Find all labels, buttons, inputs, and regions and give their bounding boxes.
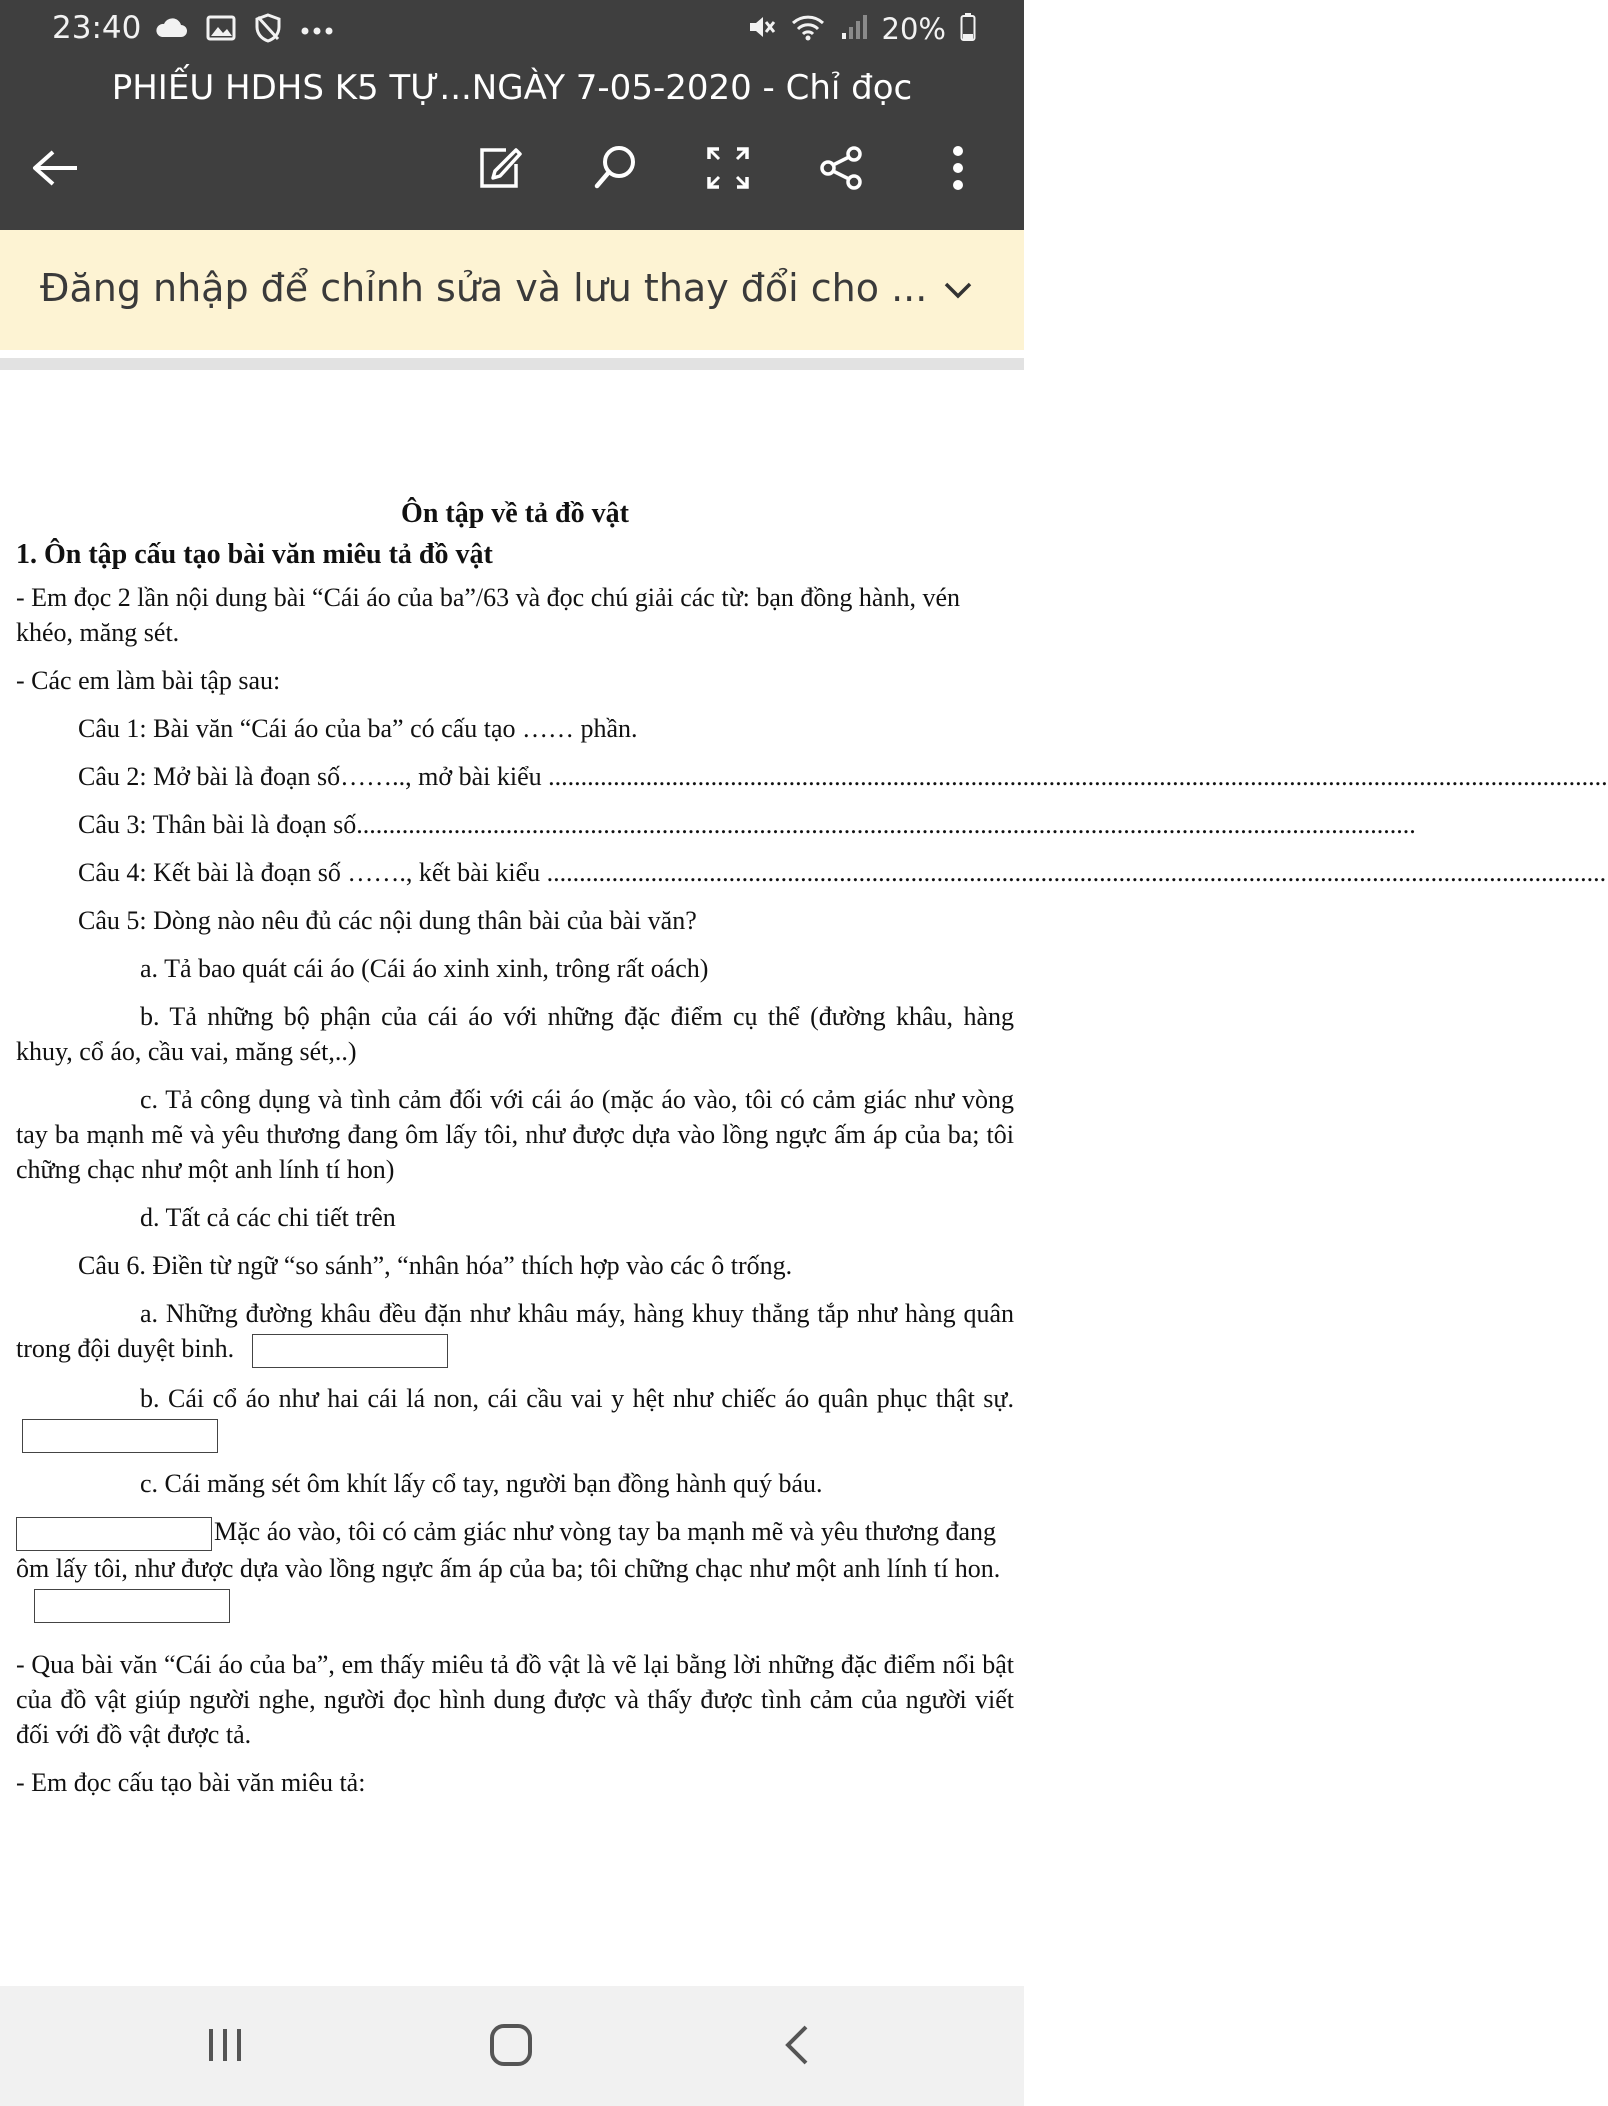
recent-apps-button[interactable]: [190, 2012, 260, 2082]
question-6-c-continued: [16, 1514, 1014, 1623]
mute-icon: [746, 12, 776, 46]
banner-divider: [0, 358, 1024, 370]
home-icon: [489, 2023, 533, 2071]
question-6: Câu 6. Điền từ ngữ “so sánh”, “nhân hóa” thích hợp vào các ô trống.: [78, 1251, 793, 1280]
edit-button[interactable]: [470, 140, 530, 200]
question-6-b: [16, 1381, 1014, 1453]
status-system-icons: [746, 10, 976, 48]
question-1: Câu 1: Bài văn “Cái áo của ba” có cấu tạo …… phần.: [78, 714, 638, 743]
question-3: [16, 807, 1416, 842]
question-4-dots: ...................................................................................................................................................................: [546, 858, 1607, 887]
answer-box-6c-2[interactable]: [34, 1589, 230, 1623]
question-5-option-a: a. Tả bao quát cái áo (Cái áo xinh xinh, trông rất oách): [140, 954, 709, 983]
question-6-c-continued-text: Mặc áo vào, tôi có cảm giác như vòng tay ba mạnh mẽ và yêu thương đang ôm lấy tôi, như được dựa vào lồng ngực ấm áp của ba; tôi chững chạc như một anh lính tí hon.: [16, 1517, 1001, 1584]
status-notification-icons: [154, 12, 334, 48]
question-2: [16, 759, 1608, 794]
nav-back-icon: [782, 2023, 812, 2071]
more-vertical-icon: [952, 145, 964, 195]
doc-heading: Ôn tập về tả đồ vật: [401, 498, 629, 529]
home-button[interactable]: [476, 2012, 546, 2082]
app-top-bar: [0, 0, 1024, 230]
cloud-icon: [154, 17, 188, 43]
shield-off-icon: [254, 13, 282, 47]
sign-in-banner[interactable]: [0, 230, 1024, 350]
answer-box-6a[interactable]: [252, 1334, 448, 1368]
question-6-a: [16, 1296, 1014, 1368]
search-icon: [591, 144, 639, 196]
doc-conclusion: - Qua bài văn “Cái áo của ba”, em thấy miêu tả đồ vật là vẽ lại bằng lời những đặc điểm nổi bật của đồ vật giúp người nghe, người đọc hình dung được và thấy được tình cảm của người viết đối với đồ vật được tả.: [16, 1650, 1014, 1750]
doc-intro: - Em đọc 2 lần nội dung bài “Cái áo của ba”/63 và đọc chú giải các từ: bạn đồng hành, vén khéo, măng sét.: [16, 583, 961, 647]
battery-icon: [960, 12, 976, 46]
document-content: [16, 496, 1608, 1800]
question-3-dots: ...................................................................................................................................................................: [356, 810, 1416, 839]
recent-apps-icon: [205, 2027, 245, 2067]
question-5: Câu 5: Dòng nào nêu đủ các nội dung thân bài của bài văn?: [78, 906, 697, 935]
status-time: 23:40: [52, 10, 142, 46]
system-back-button[interactable]: [762, 2012, 832, 2082]
search-button[interactable]: [585, 140, 645, 200]
doc-final-line: - Em đọc cấu tạo bài văn miêu tả:: [16, 1768, 366, 1798]
image-icon: [206, 15, 236, 45]
sign-in-banner-text: Đăng nhập để chỉnh sửa và lưu thay đổi cho ...: [40, 266, 928, 310]
document-title: PHIẾU HDHS K5 TỰ...NGÀY 7-05-2020 - Chỉ đọc: [111, 68, 913, 108]
question-5-option-c: c. Tả công dụng và tình cảm đối với cái áo (mặc áo vào, tôi có cảm giác như vòng tay ba mạnh mẽ và yêu thương đang ôm lấy tôi, như được dựa vào lồng ngực ấm áp của ba; tôi chững chạc như một anh lính tí hon): [16, 1085, 1014, 1184]
fullscreen-button[interactable]: [698, 140, 758, 200]
share-button[interactable]: [812, 140, 872, 200]
question-6-c: c. Cái măng sét ôm khít lấy cổ tay, người bạn đồng hành quý báu.: [140, 1469, 823, 1499]
question-5-option-d: d. Tất cả các chi tiết trên: [140, 1203, 396, 1232]
answer-box-6c-1[interactable]: [16, 1517, 212, 1551]
doc-subheading: 1. Ôn tập cấu tạo bài văn miêu tả đồ vật: [16, 539, 493, 570]
doc-exercise-intro: - Các em làm bài tập sau:: [16, 666, 281, 695]
status-bar: [0, 0, 1024, 58]
back-icon: [31, 148, 81, 192]
fullscreen-icon: [705, 145, 751, 195]
system-navigation-bar: [0, 1986, 1024, 2106]
question-2-dots: ...................................................................................................................................................................: [548, 762, 1608, 791]
document-page[interactable]: [0, 370, 1608, 1986]
answer-box-6b[interactable]: [22, 1419, 218, 1453]
more-dots-icon: [300, 21, 334, 40]
back-button[interactable]: [26, 140, 86, 200]
edit-icon: [476, 144, 524, 196]
question-3-text: Câu 3: Thân bài là đoạn số: [78, 810, 357, 839]
question-6-b-text: b. Cái cổ áo như hai cái lá non, cái cầu vai y hệt như chiếc áo quân phục thật sự.: [140, 1384, 1014, 1414]
chevron-down-icon[interactable]: [934, 266, 982, 314]
question-6-a-text: a. Những đường khâu đều đặn như khâu máy, hàng khuy thẳng tắp như hàng quân trong đội duyệt binh.: [16, 1299, 1014, 1363]
more-options-button[interactable]: [928, 140, 988, 200]
signal-icon: [840, 13, 868, 45]
question-4: [16, 855, 1607, 890]
question-4-text: Câu 4: Kết bài là đoạn số ……., kết bài kiểu: [78, 858, 547, 887]
question-2-text: Câu 2: Mở bài là đoạn số…….., mở bài kiểu: [78, 762, 549, 791]
battery-percentage: 20%: [881, 12, 946, 46]
wifi-icon: [790, 12, 826, 46]
share-icon: [818, 144, 866, 196]
question-5-option-b: b. Tả những bộ phận của cái áo với những đặc điểm cụ thể (đường khâu, hàng khuy, cổ áo, cầu vai, măng sét,..): [16, 1002, 1014, 1066]
